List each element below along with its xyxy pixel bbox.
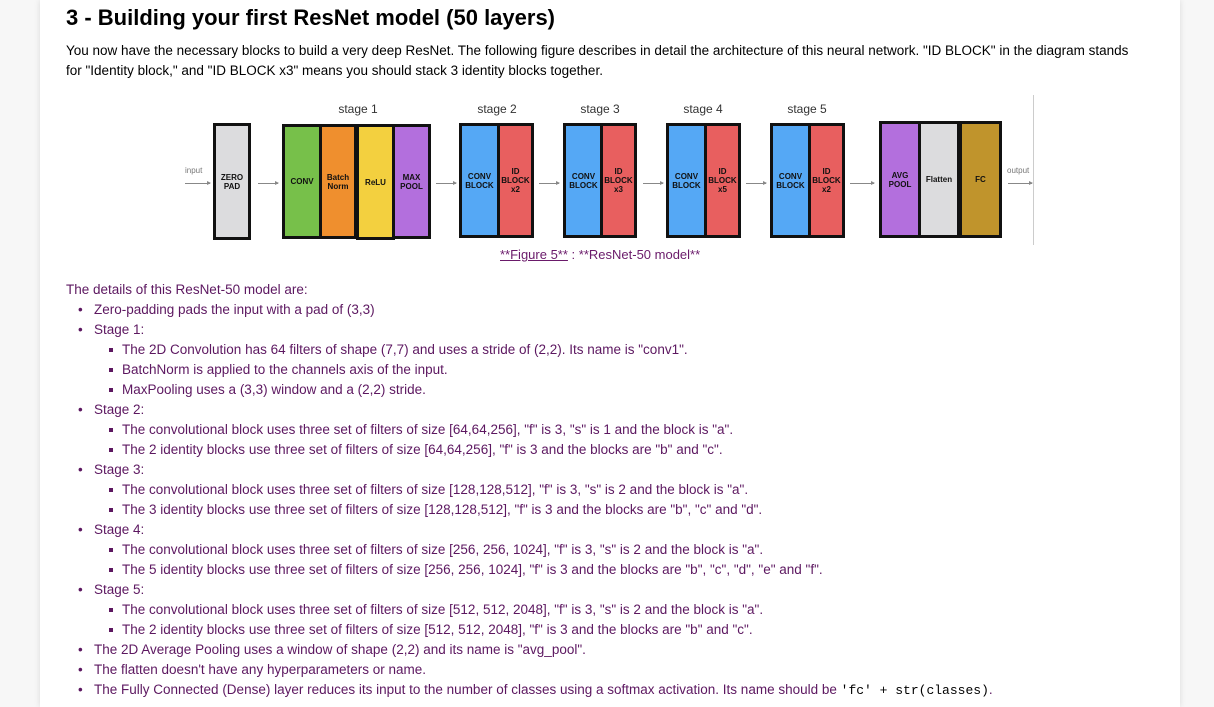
model-details [66, 280, 993, 701]
stage-label: stage 5 [787, 102, 827, 116]
figure-caption [500, 247, 700, 262]
avgpool-layer: AVG POOL [879, 121, 921, 238]
divider [1033, 95, 1034, 245]
list-item-text: The 2D Average Pooling uses a window of shape (2,2) and its name is "avg_pool". [94, 642, 586, 657]
sub-list-item: The convolutional block uses three set of filters of size [64,64,256], "f" is 3, "s" is 1 and the block is "a". [66, 420, 993, 440]
arrow [850, 183, 874, 184]
sub-list-item: The convolutional block uses three set of filters of size [256, 256, 1024], "f" is 3, "s" is 2 and the block is "a". [66, 540, 993, 560]
list-item [66, 580, 993, 600]
arrow [1008, 183, 1032, 184]
list-item-text: Stage 1: [94, 322, 145, 337]
input-label: input [185, 166, 203, 175]
arrow [539, 183, 559, 184]
list-item-text: Stage 5: [94, 582, 145, 597]
sub-list-item: The 5 identity blocks use three set of filters of size [256, 256, 1024], "f" is 3 and the blocks are "b", "c", "d", "e" and "f". [66, 560, 993, 580]
id-block-stage3: ID BLOCK x3 [600, 123, 637, 238]
sub-list-item: The 3 identity blocks use three set of filters of size [128,128,512], "f" is 3 and the blocks are "b", "c" and "d". [66, 500, 993, 520]
arrow [185, 183, 210, 184]
details-list [66, 300, 993, 701]
caption-text: : **ResNet-50 model** [567, 247, 701, 262]
list-item [66, 320, 993, 340]
figure-link[interactable]: **Figure 5** [500, 247, 568, 262]
section-title: 3 - Building your first ResNet model (50 layers) [66, 5, 556, 30]
list-item: • The Fully Connected (Dense) layer reduces its input to the number of classes using a softmax activation. Its name should be 'fc' + str(classes). [66, 680, 993, 701]
conv-block-stage4: CONV BLOCK [666, 123, 707, 238]
sub-list-item: The convolutional block uses three set of filters of size [128,128,512], "f" is 3, "s" is 2 and the block is "a". [66, 480, 993, 500]
code-snippet: 'fc' + str(classes) [840, 683, 989, 698]
resnet50-diagram [0, 0, 1214, 270]
id-block-stage2: ID BLOCK x2 [497, 123, 534, 238]
arrow [643, 183, 663, 184]
arrow [258, 183, 278, 184]
list-item [66, 660, 993, 680]
sub-list-item: MaxPooling uses a (3,3) window and a (2,2) stride. [66, 380, 993, 400]
id-block-stage5: ID BLOCK x2 [808, 123, 845, 238]
fc-layer: FC [959, 121, 1002, 238]
conv-block-stage3: CONV BLOCK [563, 123, 604, 238]
arrow [436, 183, 456, 184]
output-label: output [1007, 166, 1030, 175]
list-item-text: The flatten doesn't have any hyperparameters or name. [94, 662, 427, 677]
flatten-layer: Flatten [918, 121, 960, 238]
batchnorm-layer: Batch Norm [319, 124, 357, 239]
sub-list-item: BatchNorm is applied to the channels axis of the input. [66, 360, 993, 380]
sub-list-item: The convolutional block uses three set of filters of size [512, 512, 2048], "f" is 3, "s" is 2 and the block is "a". [66, 600, 993, 620]
intro-paragraph: You now have the necessary blocks to build a very deep ResNet. The following figure describes in detail the architecture of this neural network. "ID BLOCK" in the diagram stands for "Identity block," and "ID BLOCK x3" means you should stack 3 identity blocks together. [66, 43, 1129, 78]
conv-block-stage5: CONV BLOCK [770, 123, 811, 238]
sub-list-item: The 2D Convolution has 64 filters of shape (7,7) and uses a stride of (2,2). Its name is "conv1". [66, 340, 993, 360]
list-item [66, 300, 993, 320]
stage-label: stage 3 [580, 102, 620, 116]
stage-label: stage 2 [477, 102, 517, 116]
list-item-text: The Fully Connected (Dense) layer reduces its input to the number of classes using a softmax activation. Its name should be [94, 682, 841, 697]
maxpool-layer: MAX POOL [392, 124, 431, 239]
list-item [66, 460, 993, 480]
list-item-text: Stage 3: [94, 462, 145, 477]
conv-layer: CONV [282, 124, 322, 239]
relu-layer: ReLU [356, 124, 395, 240]
arrow [746, 183, 766, 184]
list-item [66, 640, 993, 660]
sub-list-item: The 2 identity blocks use three set of filters of size [512, 512, 2048], "f" is 3 and the blocks are "b" and "c". [66, 620, 993, 640]
conv-block-stage2: CONV BLOCK [459, 123, 500, 238]
sub-list-item: The 2 identity blocks use three set of filters of size [64,64,256], "f" is 3 and the blocks are "b" and "c". [66, 440, 993, 460]
list-item-text: Zero-padding pads the input with a pad of (3,3) [94, 302, 375, 317]
zero-pad-layer: ZERO PAD [213, 123, 251, 240]
id-block-stage4: ID BLOCK x5 [704, 123, 741, 238]
details-heading: The details of this ResNet-50 model are: [66, 282, 308, 297]
stage-label: stage 4 [683, 102, 723, 116]
list-item [66, 400, 993, 420]
stage-label: stage 1 [338, 102, 378, 116]
list-item [66, 520, 993, 540]
list-item-text: Stage 4: [94, 522, 145, 537]
list-item-text: Stage 2: [94, 402, 145, 417]
